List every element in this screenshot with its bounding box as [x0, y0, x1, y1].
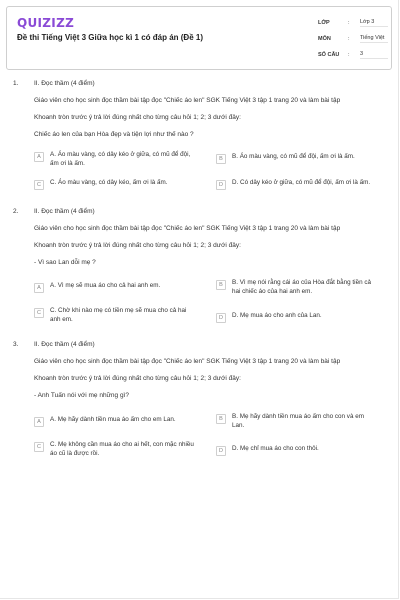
meta-value: Lớp 3 — [360, 19, 388, 27]
question-instruction: Giáo viên cho học sinh đọc thầm bài tập đọc "Chiếc áo len" SGK Tiếng Việt 3 tập 1 trang 20 và làm bài tập — [34, 97, 341, 104]
option-text: C. Chờ khi nào mẹ có tiền mẹ sẽ mua cho cả hai anh em. — [50, 307, 187, 323]
option-text: A. Mẹ hãy dành tiền mua áo ấm cho em Lan. — [50, 416, 176, 423]
option-text: C. Áo màu vàng, có dây kéo, ấm ơi là ấm. — [50, 179, 168, 186]
option-letter-box: B — [216, 414, 226, 424]
worksheet-title: Đề thi Tiếng Việt 3 Giữa học kì 1 có đáp án (Đề 1) — [17, 33, 203, 42]
option-letter-box: B — [216, 154, 226, 164]
option-letter-box: D — [216, 180, 226, 190]
option-a[interactable] — [34, 282, 195, 293]
meta-colon: : — [348, 52, 350, 58]
option-letter-box: C — [34, 442, 44, 452]
meta-value: Tiếng Việt — [360, 35, 388, 43]
option-b[interactable] — [216, 413, 377, 430]
meta-label: LỚP — [318, 20, 330, 26]
meta-label: MÔN — [318, 36, 331, 42]
question-instruction: Khoanh tròn trước ý trả lời đúng nhất cho từng câu hỏi 1; 2; 3 dưới đây: — [34, 375, 241, 382]
option-b[interactable] — [216, 279, 377, 296]
meta-value: 3 — [360, 51, 388, 59]
option-text: B. Mẹ hãy dành tiền mua áo ấm cho con và em Lan. — [232, 413, 364, 429]
meta-row-subject — [318, 31, 388, 47]
question-number: 2. — [13, 208, 19, 215]
option-d[interactable] — [216, 312, 377, 323]
option-a[interactable] — [34, 416, 195, 427]
quizizz-logo: QUIZIZZ — [17, 16, 75, 30]
option-d[interactable] — [216, 179, 377, 190]
question-prompt: - Vì sao Lan dỗi mẹ ? — [34, 259, 96, 266]
option-letter-box: C — [34, 308, 44, 318]
option-letter-box: A — [34, 417, 44, 427]
option-d[interactable] — [216, 445, 377, 456]
option-text: C. Mẹ không cần mua áo cho ai hết, con mặc nhiều áo cũ là được rồi. — [50, 441, 194, 457]
worksheet-header — [6, 6, 392, 70]
option-text: D. Có dây kéo ở giữa, có mũ để đội, ấm ơi là ấm. — [232, 179, 371, 186]
question-instruction: Khoanh tròn trước ý trả lời đúng nhất cho từng câu hỏi 1; 2; 3 dưới đây: — [34, 114, 241, 121]
question-section: II. Đọc thầm (4 điểm) — [34, 341, 95, 348]
option-text: D. Mẹ mua áo cho anh của Lan. — [232, 312, 322, 319]
option-c[interactable] — [34, 307, 195, 324]
question-prompt: Chiếc áo len của bạn Hòa đẹp và tiện lợi như thế nào ? — [34, 131, 194, 138]
option-b[interactable] — [216, 153, 377, 164]
meta-colon: : — [348, 20, 350, 26]
question-prompt: - Anh Tuấn nói với mẹ những gì? — [34, 392, 129, 399]
option-letter-box: D — [216, 446, 226, 456]
meta-colon: : — [348, 36, 350, 42]
option-letter-box: B — [216, 280, 226, 290]
question-section: II. Đọc thầm (4 điểm) — [34, 80, 95, 87]
question-number: 1. — [13, 80, 19, 87]
option-letter-box: D — [216, 313, 226, 323]
question-section: II. Đọc thầm (4 điểm) — [34, 208, 95, 215]
worksheet-meta — [318, 15, 388, 63]
question-instruction: Khoanh tròn trước ý trả lời đúng nhất cho từng câu hỏi 1; 2; 3 dưới đây: — [34, 242, 241, 249]
option-letter-box: C — [34, 180, 44, 190]
option-c[interactable] — [34, 179, 195, 190]
question-number: 3. — [13, 341, 19, 348]
option-text: D. Mẹ chỉ mua áo cho con thôi. — [232, 445, 319, 452]
option-letter-box: A — [34, 283, 44, 293]
option-a[interactable] — [34, 151, 195, 168]
meta-row-question-count — [318, 47, 388, 63]
meta-row-class — [318, 15, 388, 31]
meta-label: SỐ CÂU — [318, 52, 340, 58]
option-text: A. Vì mẹ sẽ mua áo cho cả hai anh em. — [50, 282, 161, 289]
option-text: B. Áo màu vàng, có mũ để đội, ấm ơi là ấm. — [232, 153, 355, 160]
question-instruction: Giáo viên cho học sinh đọc thầm bài tập đọc "Chiếc áo len" SGK Tiếng Việt 3 tập 1 trang 20 và làm bài tập — [34, 358, 341, 365]
option-letter-box: A — [34, 152, 44, 162]
option-c[interactable] — [34, 441, 195, 458]
option-text: A. Áo màu vàng, có dây kéo ở giữa, có mũ để đội, ấm ơi là ấm. — [50, 151, 191, 167]
option-text: B. Vì mẹ nói rằng cái áo của Hòa đắt bằng tiền cả hai chiếc áo của hai anh em. — [232, 279, 371, 295]
question-instruction: Giáo viên cho học sinh đọc thầm bài tập đọc "Chiếc áo len" SGK Tiếng Việt 3 tập 1 trang 20 và làm bài tập — [34, 225, 341, 232]
